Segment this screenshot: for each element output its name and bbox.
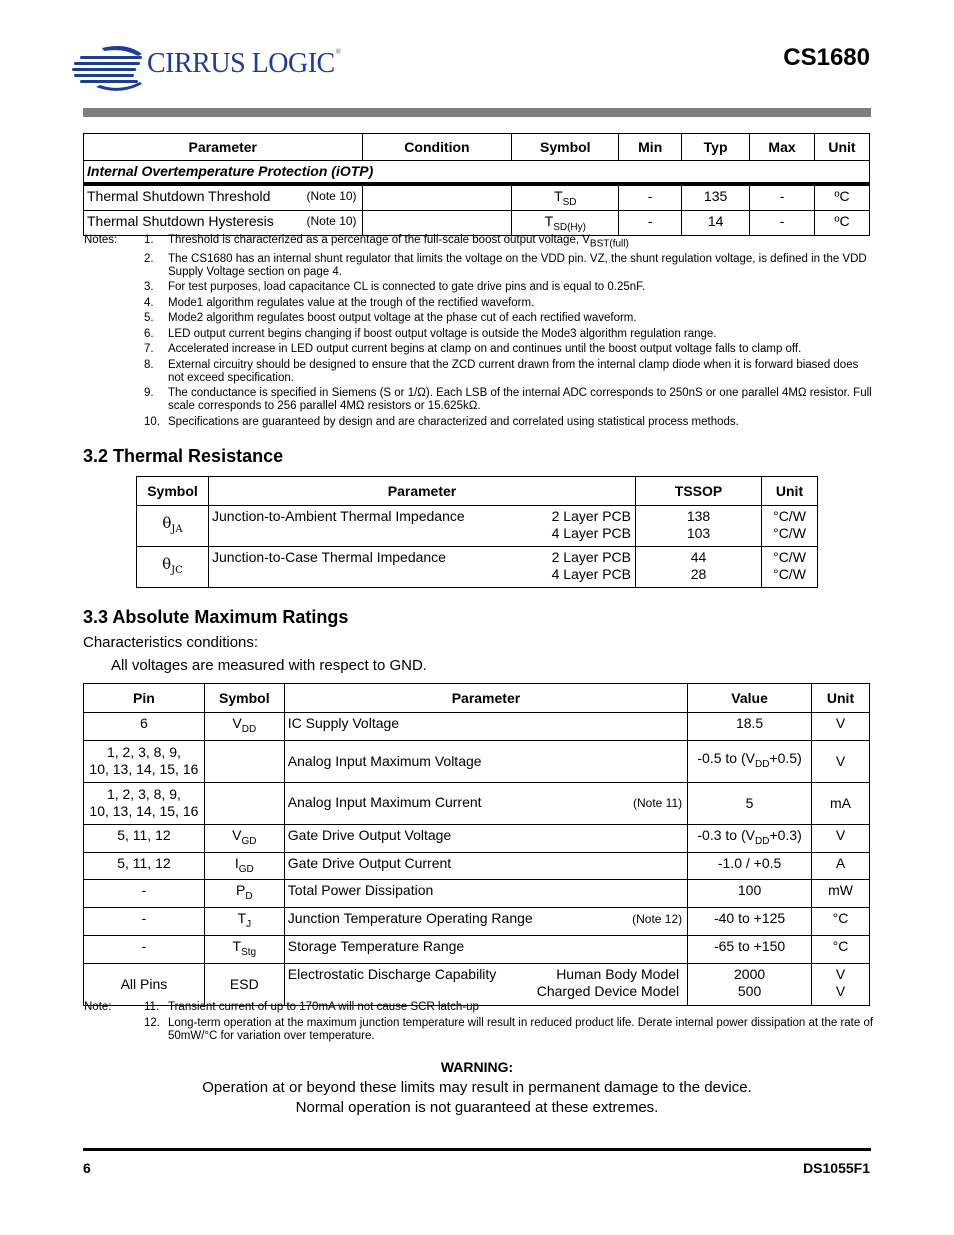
col-header: Unit (812, 684, 870, 713)
note-text: Specifications are guaranteed by design and are characterized and correlated using statistical process methods. (168, 415, 739, 428)
condition-text: Human Body Model (556, 965, 680, 982)
unit-text: °C/W (773, 508, 806, 524)
value-text: 500 (737, 982, 762, 999)
note-sub: BST(full) (589, 238, 629, 250)
condition-text: 2 Layer PCB (551, 508, 631, 524)
pin-cell: 1, 2, 3, 8, 9, 10, 13, 14, 15, 16 (84, 782, 205, 824)
table-row (84, 210, 870, 235)
note-item (84, 359, 874, 385)
param-cell (209, 547, 636, 588)
table-row (84, 880, 870, 908)
table-row (84, 963, 870, 1005)
value-cell (636, 506, 762, 547)
symbol-sub: Stg (241, 946, 257, 958)
note-item (84, 328, 874, 341)
col-header: Symbol (204, 684, 284, 713)
symbol-cell (204, 782, 284, 824)
param-cell (284, 782, 687, 824)
pin-cell: - (84, 908, 205, 936)
symbol-cell (204, 713, 284, 741)
note-item (84, 281, 874, 294)
notes-label: Note: (84, 1001, 112, 1013)
note-text: LED output current begins changing if boost output voltage is outside the Mode3 algorithm regulation range. (168, 327, 717, 340)
condition-text: 4 Layer PCB (551, 566, 631, 582)
col-header: Condition (362, 134, 512, 161)
param-text: Thermal Shutdown Threshold (87, 188, 271, 204)
symbol-cell (204, 740, 284, 782)
value-text: -0.5 to (V (697, 749, 755, 766)
note-number: 11. (144, 1001, 160, 1013)
value-cell: 18.5 (688, 713, 812, 741)
pin-cell: All Pins (84, 963, 205, 1005)
note-item (84, 234, 874, 250)
param-text: Thermal Shutdown Hysteresis (87, 212, 274, 229)
unit-cell: A (812, 852, 870, 880)
unit-cell: V (812, 824, 870, 852)
symbol-cell: ESD (204, 963, 284, 1005)
unit-cell (762, 547, 818, 588)
table-row (84, 852, 870, 880)
symbol-text: I (234, 854, 239, 871)
note-ref: (Note 10) (306, 189, 357, 203)
param-cell: Total Power Dissipation (284, 880, 687, 908)
param-cell (209, 506, 636, 547)
col-header: Parameter (209, 477, 636, 506)
symbol-text: T (237, 910, 247, 927)
max-cell: - (750, 184, 815, 210)
param-cell: Storage Temperature Range (284, 935, 687, 963)
absolute-max-table (83, 683, 870, 1006)
symbol-sub: GD (241, 835, 257, 847)
condition-text: 4 Layer PCB (551, 525, 631, 541)
col-header: Max (750, 134, 815, 161)
typ-cell: 14 (682, 210, 750, 235)
note-item (84, 1017, 874, 1043)
table-header-row (84, 134, 870, 161)
registered-mark: ® (335, 48, 341, 56)
note-ref: (Note 10) (306, 213, 357, 228)
section-row (84, 161, 870, 185)
unit-text: °C/W (773, 525, 806, 541)
symbol-cell (204, 935, 284, 963)
param-cell (84, 184, 363, 210)
section-heading-absmax: 3.3 Absolute Maximum Ratings (83, 607, 349, 627)
param-text: Junction Temperature Operating Range (287, 910, 533, 927)
logo-wordmark (147, 48, 341, 80)
unit-cell (812, 963, 870, 1005)
warning-line: Normal operation is not guaranteed at these extremes. (295, 1099, 659, 1116)
symbol-sub: GD (238, 863, 254, 875)
min-cell: - (619, 210, 682, 235)
param-cell (84, 210, 363, 235)
symbol-cell (204, 852, 284, 880)
unit-cell (762, 506, 818, 547)
value-sub: DD (754, 758, 770, 770)
symbol-text: P (236, 882, 246, 899)
symbol-cell (204, 908, 284, 936)
note-ref: (Note 12) (632, 912, 683, 927)
symbol-text: T (544, 212, 554, 229)
logo-wordmark-text: CIRRUS LOGIC (147, 48, 335, 79)
table-row (137, 506, 818, 547)
warning-block (83, 1057, 871, 1119)
value-text: +0.3) (769, 826, 802, 843)
value-cell (636, 547, 762, 588)
conditions-text: All voltages are measured with respect to GND. (111, 657, 427, 674)
note-number: 1. (144, 234, 154, 246)
table-header-row (137, 477, 818, 506)
param-cell: Gate Drive Output Voltage (284, 824, 687, 852)
pin-cell: 5, 11, 12 (84, 824, 205, 852)
value-text: 44 (690, 549, 707, 565)
document-id: DS1055F1 (803, 1160, 870, 1176)
notes-label: Notes: (84, 234, 118, 246)
param-cell: Gate Drive Output Current (284, 852, 687, 880)
col-header: Symbol (137, 477, 209, 506)
note-text: External circuitry should be designed to ensure that the ZCD current drawn from the internal clamp diode when it is forward biased does not exceed specification. (168, 358, 859, 384)
col-header: TSSOP (636, 477, 762, 506)
col-header: Value (688, 684, 812, 713)
note-text: Transient current of up to 170mA will not cause SCR latch-up (168, 1001, 479, 1013)
param-text: Analog Input Maximum Current (287, 794, 482, 811)
table-row (84, 782, 870, 824)
condition-cell (362, 184, 512, 210)
theta-symbol: θ (162, 554, 172, 573)
pin-cell: - (84, 880, 205, 908)
table-header-row (84, 684, 870, 713)
note-item (84, 343, 874, 356)
note-number: 3. (144, 281, 154, 294)
symbol-sub: D (245, 891, 253, 903)
symbol-text: V (232, 826, 242, 843)
logo-swoosh-icon (72, 44, 146, 96)
col-header: Unit (814, 134, 869, 161)
value-cell: 5 (688, 782, 812, 824)
note-text: Mode2 algorithm regulates boost output voltage at the phase cut of each rectified waveform. (168, 312, 637, 325)
param-cell: IC Supply Voltage (284, 713, 687, 741)
value-text: -0.3 to (V (697, 826, 755, 843)
footer-rule (83, 1148, 871, 1151)
note-item (84, 253, 874, 279)
condition-text: Charged Device Model (536, 982, 680, 999)
value-text: 103 (686, 525, 711, 541)
note-text-main: Threshold is characterized as a percentage of the full-scale boost output voltage, V (168, 234, 590, 246)
value-cell (688, 824, 812, 852)
warning-title: WARNING: (440, 1059, 514, 1075)
value-text: 138 (686, 508, 711, 524)
symbol-cell (137, 506, 209, 547)
condition-stack (552, 549, 631, 583)
note-number: 5. (144, 312, 154, 325)
section-heading-thermal: 3.2 Thermal Resistance (83, 446, 284, 466)
param-cell (284, 963, 687, 1005)
warning-line: Operation at or beyond these limits may result in permanent damage to the device. (202, 1078, 752, 1096)
symbol-sub: DD (241, 723, 257, 735)
unit-text: °C/W (773, 549, 806, 565)
note-number: 6. (144, 327, 154, 340)
section-title: Internal Overtemperature Protection (iOTP) (84, 161, 870, 185)
table-row (84, 908, 870, 936)
unit-cell: °C (812, 908, 870, 936)
condition-cell (362, 210, 512, 235)
symbol-cell (512, 184, 619, 210)
note-number: 7. (144, 343, 154, 356)
note-text (168, 234, 874, 250)
pin-cell: 5, 11, 12 (84, 852, 205, 880)
value-cell: -1.0 / +0.5 (688, 852, 812, 880)
unit-text: °C/W (773, 566, 806, 582)
table-row (84, 824, 870, 852)
note-text: The CS1680 has an internal shunt regulator that limits the voltage on the VDD pin. VZ, the shunt regulation voltage, is defined in the VDD Supply Voltage section on page 4. (168, 252, 867, 278)
col-header: Pin (84, 684, 205, 713)
unit-text: V (835, 965, 846, 982)
value-cell (688, 740, 812, 782)
document-title: CS1680 (783, 44, 870, 71)
note-item (84, 297, 874, 310)
unit-cell: ºC (814, 184, 869, 210)
iotp-spec-table (83, 133, 870, 236)
typ-cell: 135 (682, 184, 750, 210)
symbol-cell (512, 210, 619, 235)
value-text: 2000 (734, 965, 766, 982)
value-text: +0.5) (769, 749, 802, 766)
value-cell: -65 to +150 (688, 935, 812, 963)
value-cell (688, 963, 812, 1005)
col-header: Symbol (512, 134, 619, 161)
note-text: For test purposes, load capacitance CL is connected to gate drive pins and is equal to 0.25nF. (168, 281, 646, 294)
symbol-sub: JC (171, 564, 183, 576)
note-number: 2. (144, 252, 154, 265)
table-row (84, 740, 870, 782)
symbol-sub: SD (562, 196, 577, 208)
cirrus-logic-logo (72, 44, 341, 96)
table-row (84, 713, 870, 741)
notes-block-2 (84, 1001, 874, 1045)
param-cell: Analog Input Maximum Voltage (284, 740, 687, 782)
symbol-cell (204, 880, 284, 908)
table-row (84, 184, 870, 210)
col-header: Parameter (84, 134, 363, 161)
symbol-sub: JA (171, 523, 183, 535)
note-item (84, 1001, 874, 1014)
symbol-sub: J (246, 918, 252, 930)
note-number: 8. (144, 358, 154, 371)
symbol-cell (137, 547, 209, 588)
symbol-text: T (232, 937, 242, 954)
symbol-text: V (232, 715, 242, 731)
param-text: Electrostatic Discharge Capability (287, 965, 497, 982)
min-cell: - (619, 184, 682, 210)
note-text: The conductance is specified in Siemens (S or 1/Ω). Each LSB of the internal ADC corresponds to 250nS or one parallel 4MΩ resistor. Full scale corresponds to 256 parallel 4MΩ resistors or 15.625kΩ. (168, 387, 872, 413)
note-number: 9. (144, 387, 154, 400)
pin-cell: 6 (84, 713, 205, 741)
note-text: Mode1 algorithm regulates value at the trough of the rectified waveform. (168, 296, 535, 309)
note-item (84, 312, 874, 325)
note-text: Accelerated increase in LED output current begins at clamp on and continues until the boost output voltage falls to clamp off. (168, 343, 802, 356)
header-rule (83, 108, 871, 117)
thermal-resistance-table (136, 476, 818, 588)
unit-cell: mW (812, 880, 870, 908)
note-number: 12. (144, 1016, 160, 1029)
param-cell (284, 908, 687, 936)
note-number: 10. (144, 415, 160, 428)
note-text: Long-term operation at the maximum junction temperature will result in reduced product life. Derate internal power dissipation at the rate of 50mW/°C for variation over temperature. (168, 1016, 874, 1042)
value-cell: 100 (688, 880, 812, 908)
note-item (84, 416, 874, 429)
max-cell: - (750, 210, 815, 235)
pin-cell: - (84, 935, 205, 963)
note-ref: (Note 11) (633, 796, 683, 811)
value-text: 28 (690, 566, 707, 582)
note-item (84, 387, 874, 413)
table-row (137, 547, 818, 588)
param-text: Junction-to-Case Thermal Impedance (212, 549, 446, 565)
page-number: 6 (83, 1160, 91, 1176)
col-header: Unit (762, 477, 818, 506)
unit-cell: V (812, 713, 870, 741)
col-header: Min (619, 134, 682, 161)
note-number: 4. (144, 296, 154, 309)
pin-cell: 1, 2, 3, 8, 9, 10, 13, 14, 15, 16 (84, 740, 205, 782)
col-header: Typ (682, 134, 750, 161)
table-row (84, 935, 870, 963)
condition-text: 2 Layer PCB (551, 549, 631, 565)
symbol-cell (204, 824, 284, 852)
unit-cell: °C (812, 935, 870, 963)
value-cell: -40 to +125 (688, 908, 812, 936)
param-text: Junction-to-Ambient Thermal Impedance (212, 508, 465, 524)
theta-symbol: θ (162, 513, 172, 532)
condition-stack (552, 508, 631, 542)
conditions-label: Characteristics conditions: (83, 634, 259, 651)
condition-stack (537, 966, 679, 1000)
unit-text: V (835, 982, 846, 999)
unit-cell: ºC (814, 210, 869, 235)
col-header: Parameter (284, 684, 687, 713)
symbol-sub: SD(Hy) (553, 221, 586, 233)
unit-cell: V (812, 740, 870, 782)
notes-block (84, 234, 874, 431)
unit-cell: mA (812, 782, 870, 824)
value-sub: DD (754, 835, 770, 847)
symbol-text: T (554, 188, 563, 204)
